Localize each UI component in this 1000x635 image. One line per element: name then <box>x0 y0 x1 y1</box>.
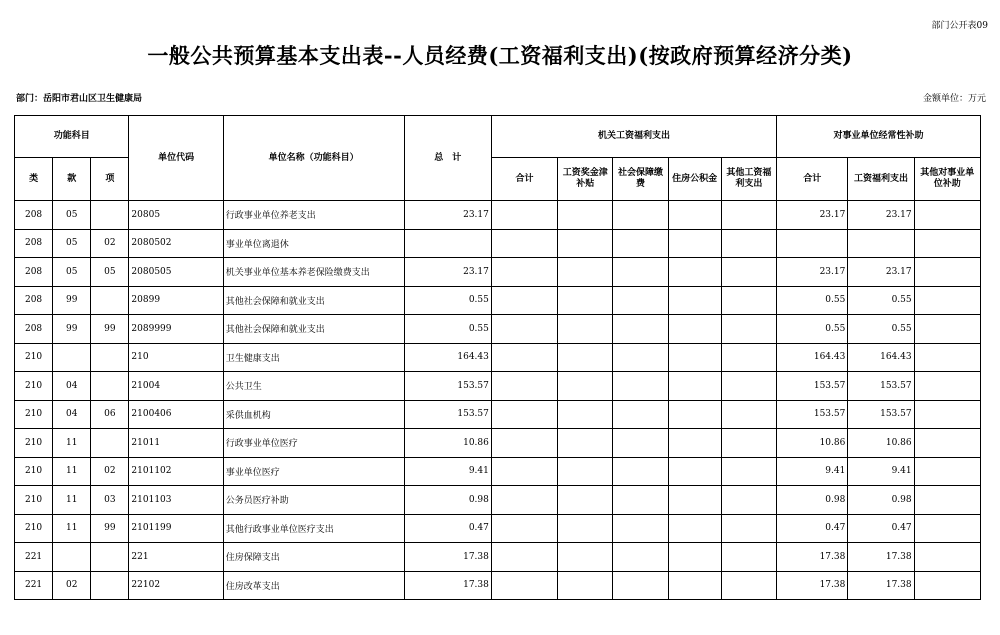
other-subsidy-header: 其他对事业单位补助 <box>914 158 980 201</box>
lei-cell: 221 <box>15 543 53 572</box>
housing-fund-cell <box>668 400 721 429</box>
table-row <box>15 258 981 287</box>
unit-code-cell: 20805 <box>129 201 223 230</box>
other-subsidy-cell <box>914 286 980 315</box>
unit-code-cell: 2101102 <box>129 457 223 486</box>
unit-name-cell: 卫生健康支出 <box>223 343 404 372</box>
agency-subtotal-cell <box>491 258 557 287</box>
housing-fund-cell <box>668 315 721 344</box>
salary-welfare-cell <box>848 229 914 258</box>
unit-name-cell: 住房改革支出 <box>223 571 404 600</box>
other-salary-cell <box>721 543 776 572</box>
total-cell <box>404 229 491 258</box>
salary-bonus-cell <box>558 343 613 372</box>
total-cell: 0.98 <box>404 486 491 515</box>
subsidy-subtotal-cell: 0.55 <box>777 315 848 344</box>
social-security-cell <box>613 457 668 486</box>
salary-bonus-cell <box>558 372 613 401</box>
other-salary-cell <box>721 258 776 287</box>
agency-subtotal-cell <box>491 201 557 230</box>
lei-cell: 210 <box>15 514 53 543</box>
salary-bonus-cell <box>558 315 613 344</box>
table-row <box>15 201 981 230</box>
social-security-cell <box>613 543 668 572</box>
table-row <box>15 229 981 258</box>
salary-bonus-cell <box>558 514 613 543</box>
housing-fund-cell <box>668 286 721 315</box>
agency-subtotal-cell <box>491 543 557 572</box>
kuan-cell: 04 <box>53 400 91 429</box>
lei-cell: 210 <box>15 457 53 486</box>
salary-welfare-cell: 23.17 <box>848 258 914 287</box>
other-subsidy-cell <box>914 229 980 258</box>
xiang-cell: 03 <box>91 486 129 515</box>
salary-welfare-cell: 164.43 <box>848 343 914 372</box>
kuan-cell: 04 <box>53 372 91 401</box>
other-salary-cell <box>721 429 776 458</box>
other-salary-cell <box>721 457 776 486</box>
total-cell: 23.17 <box>404 258 491 287</box>
social-security-cell <box>613 258 668 287</box>
agency-subtotal-cell <box>491 315 557 344</box>
unit-code-cell: 2080505 <box>129 258 223 287</box>
social-security-cell <box>613 514 668 543</box>
salary-bonus-cell <box>558 229 613 258</box>
table-row <box>15 286 981 315</box>
total-cell: 17.38 <box>404 543 491 572</box>
agency-subtotal-header: 合计 <box>491 158 557 201</box>
other-salary-cell <box>721 514 776 543</box>
total-cell: 0.55 <box>404 315 491 344</box>
subsidy-subtotal-cell: 23.17 <box>777 201 848 230</box>
subsidy-subtotal-cell: 0.55 <box>777 286 848 315</box>
lei-header: 类 <box>15 158 53 201</box>
social-security-cell <box>613 286 668 315</box>
agency-subtotal-cell <box>491 486 557 515</box>
subsidy-subtotal-cell: 17.38 <box>777 571 848 600</box>
other-salary-header: 其他工资福利支出 <box>721 158 776 201</box>
social-security-cell <box>613 229 668 258</box>
agency-subtotal-cell <box>491 286 557 315</box>
agency-subtotal-cell <box>491 571 557 600</box>
page-title: 一般公共预算基本支出表--人员经费(工资福利支出)(按政府预算经济分类) <box>147 43 853 68</box>
salary-welfare-cell: 9.41 <box>848 457 914 486</box>
unit-code-cell: 22102 <box>129 571 223 600</box>
housing-fund-cell <box>668 343 721 372</box>
salary-welfare-header: 工资福利支出 <box>848 158 914 201</box>
total-cell: 153.57 <box>404 400 491 429</box>
agency-subtotal-cell <box>491 343 557 372</box>
agency-subtotal-cell <box>491 514 557 543</box>
total-cell: 164.43 <box>404 343 491 372</box>
subsidy-subtotal-cell <box>777 229 848 258</box>
housing-fund-cell <box>668 514 721 543</box>
housing-fund-cell <box>668 258 721 287</box>
subsidy-subtotal-header: 合计 <box>777 158 848 201</box>
salary-welfare-cell: 0.98 <box>848 486 914 515</box>
table-row <box>15 457 981 486</box>
xiang-cell <box>91 543 129 572</box>
xiang-cell: 06 <box>91 400 129 429</box>
kuan-cell: 11 <box>53 457 91 486</box>
table-row <box>15 543 981 572</box>
kuan-cell: 99 <box>53 315 91 344</box>
other-salary-cell <box>721 343 776 372</box>
social-security-header: 社会保障缴费 <box>613 158 668 201</box>
table-header <box>15 116 981 201</box>
social-security-cell <box>613 486 668 515</box>
salary-bonus-cell <box>558 201 613 230</box>
unit-name-cell: 住房保障支出 <box>223 543 404 572</box>
xiang-cell: 02 <box>91 229 129 258</box>
salary-bonus-cell <box>558 429 613 458</box>
unit-code-cell: 20899 <box>129 286 223 315</box>
other-subsidy-cell <box>914 543 980 572</box>
unit-name-cell: 公务员医疗补助 <box>223 486 404 515</box>
xiang-cell <box>91 429 129 458</box>
table-row <box>15 315 981 344</box>
kuan-cell <box>53 543 91 572</box>
housing-fund-cell <box>668 571 721 600</box>
unit-code-cell: 2101103 <box>129 486 223 515</box>
kuan-cell: 11 <box>53 514 91 543</box>
lei-cell: 221 <box>15 571 53 600</box>
other-salary-cell <box>721 400 776 429</box>
unit-code-cell: 210 <box>129 343 223 372</box>
kuan-cell: 05 <box>53 229 91 258</box>
other-salary-cell <box>721 372 776 401</box>
unit-name-cell: 行政事业单位医疗 <box>223 429 404 458</box>
social-security-cell <box>613 201 668 230</box>
housing-fund-cell <box>668 429 721 458</box>
social-security-cell <box>613 571 668 600</box>
subsidy-subtotal-cell: 9.41 <box>777 457 848 486</box>
housing-fund-cell <box>668 457 721 486</box>
salary-welfare-cell: 10.86 <box>848 429 914 458</box>
unit-code-cell: 2101199 <box>129 514 223 543</box>
salary-welfare-cell: 17.38 <box>848 543 914 572</box>
xiang-cell <box>91 201 129 230</box>
table-row <box>15 372 981 401</box>
subsidy-subtotal-cell: 0.47 <box>777 514 848 543</box>
table-row <box>15 400 981 429</box>
kuan-cell: 05 <box>53 201 91 230</box>
unit-name-cell: 行政事业单位养老支出 <box>223 201 404 230</box>
social-security-cell <box>613 315 668 344</box>
total-cell: 9.41 <box>404 457 491 486</box>
other-subsidy-cell <box>914 400 980 429</box>
lei-cell: 208 <box>15 258 53 287</box>
xiang-cell <box>91 343 129 372</box>
total-cell: 17.38 <box>404 571 491 600</box>
unit-name-header: 单位名称（功能科目） <box>223 116 404 201</box>
other-subsidy-cell <box>914 429 980 458</box>
salary-welfare-cell: 153.57 <box>848 372 914 401</box>
social-security-cell <box>613 400 668 429</box>
unit-name-cell: 机关事业单位基本养老保险缴费支出 <box>223 258 404 287</box>
salary-welfare-cell: 0.47 <box>848 514 914 543</box>
xiang-cell <box>91 286 129 315</box>
total-cell: 153.57 <box>404 372 491 401</box>
social-security-cell <box>613 343 668 372</box>
total-cell: 0.55 <box>404 286 491 315</box>
other-subsidy-cell <box>914 315 980 344</box>
subsidy-subtotal-cell: 153.57 <box>777 372 848 401</box>
table-row <box>15 571 981 600</box>
other-subsidy-cell <box>914 457 980 486</box>
unit-code-cell: 2089999 <box>129 315 223 344</box>
lei-cell: 210 <box>15 400 53 429</box>
unit-code-cell: 221 <box>129 543 223 572</box>
kuan-cell <box>53 343 91 372</box>
other-subsidy-cell <box>914 486 980 515</box>
xiang-cell <box>91 372 129 401</box>
kuan-cell: 11 <box>53 486 91 515</box>
social-security-cell <box>613 429 668 458</box>
unit-name-cell: 其他社会保障和就业支出 <box>223 315 404 344</box>
salary-bonus-cell <box>558 457 613 486</box>
unit-code-cell: 21011 <box>129 429 223 458</box>
salary-bonus-cell <box>558 258 613 287</box>
other-subsidy-cell <box>914 343 980 372</box>
table-row <box>15 429 981 458</box>
subsidy-subtotal-cell: 164.43 <box>777 343 848 372</box>
total-cell: 0.47 <box>404 514 491 543</box>
xiang-cell: 99 <box>91 514 129 543</box>
housing-fund-cell <box>668 201 721 230</box>
salary-welfare-cell: 23.17 <box>848 201 914 230</box>
lei-cell: 208 <box>15 315 53 344</box>
social-security-cell <box>613 372 668 401</box>
table-row <box>15 514 981 543</box>
lei-cell: 210 <box>15 343 53 372</box>
unit-code-cell: 2080502 <box>129 229 223 258</box>
unit-name-cell: 其他社会保障和就业支出 <box>223 286 404 315</box>
housing-fund-header: 住房公积金 <box>668 158 721 201</box>
salary-bonus-cell <box>558 571 613 600</box>
unit-name-cell: 事业单位离退休 <box>223 229 404 258</box>
amount-unit-label: 金额单位：万元 <box>922 94 986 104</box>
unit-name-cell: 其他行政事业单位医疗支出 <box>223 514 404 543</box>
subsidy-subtotal-cell: 10.86 <box>777 429 848 458</box>
table-body <box>15 201 981 600</box>
total-header: 总 计 <box>404 116 491 201</box>
xiang-cell <box>91 571 129 600</box>
other-salary-cell <box>721 571 776 600</box>
other-salary-cell <box>721 201 776 230</box>
agency-subtotal-cell <box>491 229 557 258</box>
salary-welfare-cell: 0.55 <box>848 286 914 315</box>
other-salary-cell <box>721 286 776 315</box>
lei-cell: 208 <box>15 201 53 230</box>
unit-name-cell: 事业单位医疗 <box>223 457 404 486</box>
unit-code-cell: 2100406 <box>129 400 223 429</box>
unit-name-cell: 公共卫生 <box>223 372 404 401</box>
subsidy-subtotal-cell: 17.38 <box>777 543 848 572</box>
salary-welfare-cell: 153.57 <box>848 400 914 429</box>
func-subject-header: 功能科目 <box>15 116 129 158</box>
lei-cell: 210 <box>15 429 53 458</box>
xiang-cell: 99 <box>91 315 129 344</box>
unit-code-header: 单位代码 <box>129 116 223 201</box>
housing-fund-cell <box>668 229 721 258</box>
agency-subtotal-cell <box>491 457 557 486</box>
other-subsidy-cell <box>914 514 980 543</box>
agency-subtotal-cell <box>491 429 557 458</box>
lei-cell: 210 <box>15 486 53 515</box>
salary-bonus-cell <box>558 400 613 429</box>
table-row <box>15 486 981 515</box>
salary-bonus-cell <box>558 486 613 515</box>
subsidy-subtotal-cell: 0.98 <box>777 486 848 515</box>
agency-subtotal-cell <box>491 372 557 401</box>
lei-cell: 208 <box>15 229 53 258</box>
xiang-cell: 02 <box>91 457 129 486</box>
expenditure-table <box>14 115 981 600</box>
other-subsidy-cell <box>914 372 980 401</box>
form-number: 部门公开表09 <box>931 21 988 31</box>
xiang-header: 项 <box>91 158 129 201</box>
subsidy-subtotal-cell: 23.17 <box>777 258 848 287</box>
other-subsidy-cell <box>914 571 980 600</box>
xiang-cell: 05 <box>91 258 129 287</box>
kuan-cell: 99 <box>53 286 91 315</box>
salary-welfare-cell: 0.55 <box>848 315 914 344</box>
total-cell: 23.17 <box>404 201 491 230</box>
institution-subsidy-group-header: 对事业单位经常性补助 <box>777 116 981 158</box>
lei-cell: 210 <box>15 372 53 401</box>
housing-fund-cell <box>668 372 721 401</box>
agency-subtotal-cell <box>491 400 557 429</box>
other-salary-cell <box>721 315 776 344</box>
other-subsidy-cell <box>914 258 980 287</box>
kuan-header: 款 <box>53 158 91 201</box>
total-cell: 10.86 <box>404 429 491 458</box>
other-salary-cell <box>721 229 776 258</box>
kuan-cell: 11 <box>53 429 91 458</box>
kuan-cell: 02 <box>53 571 91 600</box>
unit-name-cell: 采供血机构 <box>223 400 404 429</box>
housing-fund-cell <box>668 486 721 515</box>
housing-fund-cell <box>668 543 721 572</box>
salary-bonus-header: 工资奖金津补贴 <box>558 158 613 201</box>
salary-welfare-cell: 17.38 <box>848 571 914 600</box>
kuan-cell: 05 <box>53 258 91 287</box>
other-salary-cell <box>721 486 776 515</box>
subsidy-subtotal-cell: 153.57 <box>777 400 848 429</box>
other-subsidy-cell <box>914 201 980 230</box>
lei-cell: 208 <box>15 286 53 315</box>
agency-welfare-group-header: 机关工资福利支出 <box>491 116 776 158</box>
salary-bonus-cell <box>558 286 613 315</box>
salary-bonus-cell <box>558 543 613 572</box>
table-row <box>15 343 981 372</box>
unit-code-cell: 21004 <box>129 372 223 401</box>
department-label: 部门：岳阳市君山区卫生健康局 <box>16 94 143 104</box>
